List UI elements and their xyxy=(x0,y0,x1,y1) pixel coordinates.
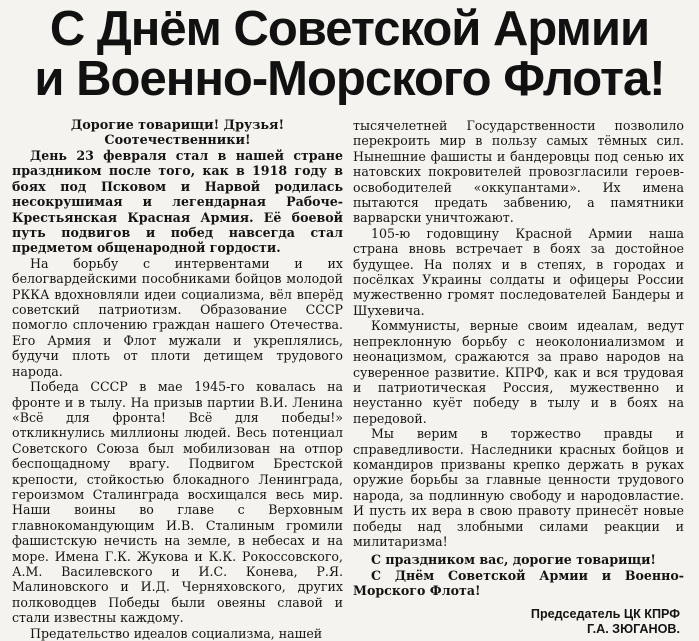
closing-line-2: С Днём Советской Армии и Военно-Морского Флота! xyxy=(353,567,684,599)
closing-line-1: С праздником вас, дорогие товарищи! xyxy=(371,552,656,568)
lead-paragraph: День 23 февраля стал в нашей стране праздником после того, как в 1918 году в боях под Псковом и Нарвой родилась несокрушимая и легендарная Рабоче-Крестьянская Красная Армия. Её боевой путь подвигов и побед навсегда стал предметом общенародной гордости. xyxy=(12,148,343,256)
right-column xyxy=(353,118,690,637)
paragraph: Мы верим в торжество правды и справедливости. Наследники красных бойцов и командиров призваны крепко держать в руках оружие борьбы за главные ценности трудового народа, за подлинную свободу и народовластие. И пусть их вера в свою правоту принесёт новые победы над злобными силами реакции и милитаризма! xyxy=(353,426,684,549)
paragraph: Победа СССР в мае 1945-го ковалась на фронте и в тылу. На призыв партии В.И. Ленина «Всё для фронта! Всё для победы!» откликнулись миллионы людей. Весь потенциал Советского Союза был мобилизован на отпор беспощадному врагу. Подвигом Брестской крепости, стойкостью блокадного Ленинграда, героизмом Сталинграда восхищался весь мир. Наши воины во главе с Верховным главнокомандующим И.В. Сталиным громили фашистскую нечисть на земле, в небесах и на море. Имена Г.К. Жукова и К.К. Рокоссовского, А.М. Василевского и И.С. Конева, Р.Я. Малиновского и И.Д. Черняховского, других полководцев Победы были овеяны славой и стали известны каждому. xyxy=(12,379,343,626)
article-columns xyxy=(6,118,693,641)
paragraph: На борьбу с интервентами и их белогвардейскими пособниками бойцов молодой РККА вдохновляли идеи социализма, вёл вперёд советский патриотизм. Образование СССР помогло сплочению граждан нашего Отечества. Его Армия и Флот мужали и укреплялись, будучи плоть от плоти детищем трудового народа. xyxy=(12,255,343,379)
headline xyxy=(6,4,693,104)
paragraph: Предательство идеалов социализма, нашей xyxy=(30,625,323,641)
signature xyxy=(353,607,684,638)
signature-name: Г.А. ЗЮГАНОВ. xyxy=(587,622,680,637)
greeting-line-1: Дорогие товарищи! Друзья! xyxy=(70,118,285,133)
signature-title: Председатель ЦК КПРФ xyxy=(530,606,680,621)
headline-line-2: и Военно-Морского Флота! xyxy=(34,52,665,106)
paragraph: Коммунисты, верные своим идеалам, ведут непреклонную борьбу с неоколониализмом и неонацизмом, сражаются за право народов на суверенное развитие. КПРФ, как и вся трудовая и патриотическая Россия, мужественно и неустанно куёт победу в тылу и в боях на передовой. xyxy=(353,318,684,426)
headline-line-1: С Днём Советской Армии xyxy=(49,2,650,56)
greeting-line-2: Соотечественники! xyxy=(104,133,251,148)
left-column xyxy=(6,118,343,641)
paragraph: 105-ю годовщину Красной Армии наша страна вновь встречает в боях за достойное будущее. На полях и в степях, в городах и посёлках Украины солдаты и офицеры России мужественно громят последователей Бандеры и Шухевича. xyxy=(353,225,684,318)
paragraph: тысячелетней Государственности позволило перекроить мир в пользу самых тёмных сил. Нынешние фашисты и бандеровцы под сенью их натовских покровителей провозгласили героев-освободителей «оккупантами». Их имена пытаются предать забвению, а памятники варварски уничтожают. xyxy=(353,118,684,226)
